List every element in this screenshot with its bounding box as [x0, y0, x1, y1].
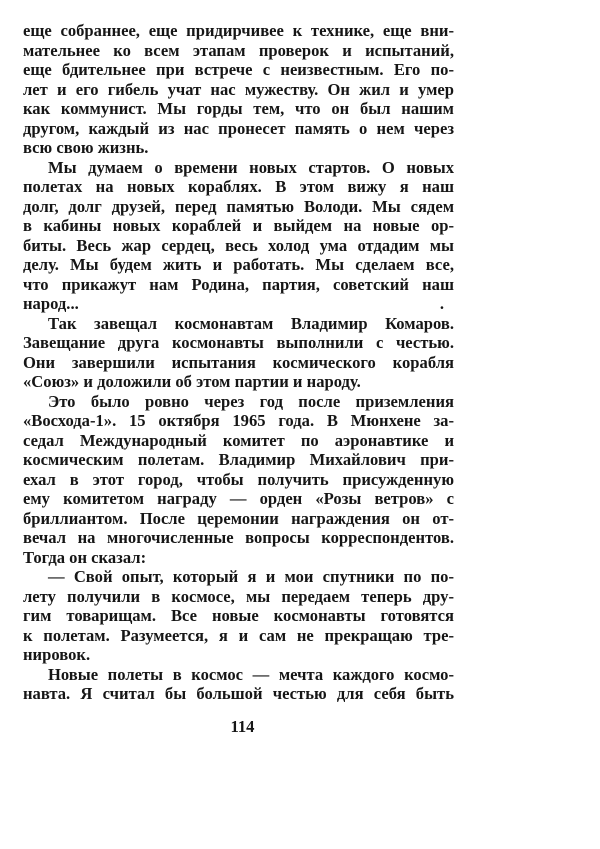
text-line: нировок.: [23, 645, 91, 664]
text-line: всю свою жизнь.: [23, 138, 149, 157]
text-line: еще бдительнее при встрече с неизвестным. Его по-: [23, 60, 454, 79]
text-line: вечал на многочисленные вопросы корреспондентов.: [23, 528, 454, 547]
text-line: как коммунист. Мы горды тем, что он был нашим: [23, 99, 454, 118]
text-line: «Восхода-1». 15 октября 1965 года. В Мюнхене за-: [23, 411, 454, 430]
text-line: Так завещал космонавтам Владимир Комаров.: [48, 313, 454, 333]
text-line: биты. Весь жар сердец, весь холод ума отдадим мы: [23, 235, 454, 255]
text-line: бриллиантом. После церемонии награждения он от-: [23, 508, 454, 528]
text-line: Новые полеты в космос — мечта каждого космо-: [48, 664, 454, 684]
text-line: — Свой опыт, который я и мои спутники по по-: [48, 567, 454, 586]
text-line: ехал в этот город, чтобы получить присужденную: [23, 469, 454, 489]
text-line: навта. Я считал бы большой честью для себя быть: [23, 684, 454, 703]
text-line: ему комитетом награду — орден «Розы ветров» с: [23, 489, 454, 508]
text-line: народ... .: [23, 294, 444, 313]
paragraph: [23, 21, 454, 158]
text-line: лет и его гибель учат нас мужеству. Он жил и умер: [23, 79, 454, 99]
text-line: Завещание друга космонавты выполнили с честью.: [23, 333, 454, 352]
text-line: в кабины новых кораблей и выйдем на новые ор-: [23, 216, 454, 235]
text-line: «Союз» и доложили об этом партии и народу.: [23, 372, 361, 391]
paragraph: [23, 567, 454, 665]
page-body: [23, 21, 454, 704]
text-line: Они завершили испытания космического корабля: [23, 352, 454, 372]
text-line: полетах на новых кораблях. В этом вижу я наш: [23, 177, 454, 196]
text-line: мательнее ко всем этапам проверок и испытаний,: [23, 40, 454, 60]
text-line: долг, долг друзей, перед памятью Володи. Мы сядем: [23, 196, 454, 216]
paragraph: [23, 314, 454, 392]
text-line: делу. Мы будем жить и работать. Мы сделаем все,: [23, 255, 454, 274]
paragraph: [23, 158, 454, 314]
text-line: к полетам. Разумеется, я и сам не прекращаю тре-: [23, 625, 454, 645]
text-line: Тогда он сказал:: [23, 547, 147, 567]
text-line: еще собраннее, еще придирчивее к технике, еще вни-: [23, 21, 454, 40]
text-line: другом, каждый из нас пронесет память о нем через: [23, 118, 454, 138]
text-line: лету получили в космосе, мы передаем теперь дру-: [23, 586, 454, 606]
text-line: что прикажут нам Родина, партия, советский наш: [23, 274, 454, 294]
text-line: гим товарищам. Все новые космонавты готовятся: [23, 606, 454, 625]
paragraph: [23, 665, 454, 704]
text-line: седал Международный комитет по аэронавтике и: [23, 430, 454, 450]
page-number: 114: [230, 717, 255, 736]
paragraph: [23, 392, 454, 568]
text-line: Мы думаем о времени новых стартов. О новых: [48, 157, 454, 177]
text-line: космическим полетам. Владимир Михайлович при-: [23, 450, 454, 469]
stray-mark: .: [439, 294, 444, 313]
text-line: Это было ровно через год после приземления: [48, 391, 454, 411]
